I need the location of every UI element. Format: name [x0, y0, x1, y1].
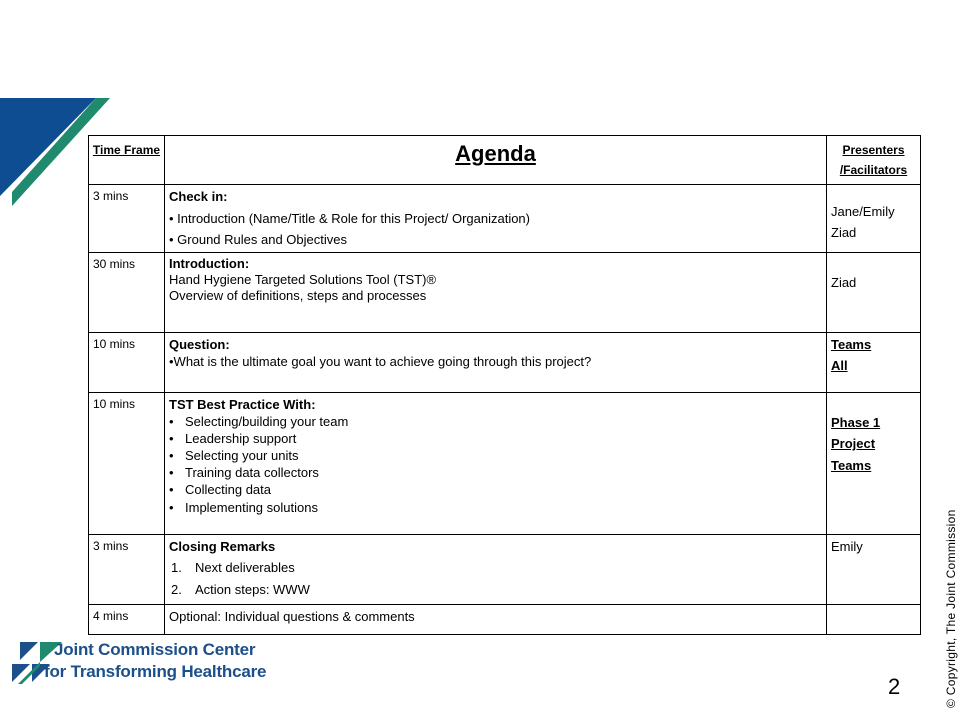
row-presenters [827, 332, 921, 392]
row-time: 30 mins [89, 252, 165, 332]
row-presenters [827, 534, 921, 604]
agenda-header-row [89, 136, 921, 185]
list-item [169, 481, 822, 498]
presenter-name: All [831, 358, 848, 374]
row-line: •What is the ultimate goal you want to achieve going through this project? [169, 354, 592, 370]
row-topic-title: Closing Remarks [169, 538, 276, 554]
table-row [89, 332, 921, 392]
row-time: 10 mins [89, 392, 165, 534]
row-item: • Ground Rules and Objectives [169, 232, 347, 248]
joint-commission-logo [10, 640, 267, 696]
row-time: 4 mins [89, 604, 165, 634]
row-topic-title: Question: [169, 336, 230, 352]
bullet-glyph: • [169, 448, 174, 464]
bullet-glyph: • [169, 413, 174, 429]
row-presenters [827, 392, 921, 534]
row-line: Overview of definitions, steps and processes [169, 288, 427, 304]
table-row [89, 534, 921, 604]
page-number: 2 [888, 674, 901, 699]
row-time: 3 mins [89, 185, 165, 253]
copyright-notice: © Copyright, The Joint Commission [944, 509, 958, 708]
bullet-glyph: • [169, 430, 174, 446]
presenter-name: Project [831, 436, 876, 452]
table-row [89, 185, 921, 253]
list-item [169, 499, 822, 516]
row-topic [165, 185, 827, 253]
row-topic-title: TST Best Practice With: [169, 396, 316, 412]
presenter-name: Teams [831, 457, 872, 473]
list-item [169, 581, 822, 599]
list-item-text: Action steps: WWW [195, 581, 310, 597]
presenters-header: Presenters /Facilitators [827, 136, 921, 185]
time-frame-header: Time Frame [89, 136, 165, 185]
presenter-name: Ziad [831, 274, 857, 290]
bullet-glyph: • [169, 482, 174, 498]
row-topic [165, 534, 827, 604]
list-number: 2. [171, 581, 182, 597]
row-topic [165, 392, 827, 534]
row-topic-title: Introduction: [169, 255, 250, 271]
list-item [169, 464, 822, 481]
row-time: 3 mins [89, 534, 165, 604]
table-row [89, 392, 921, 534]
bullet-glyph: • [169, 465, 174, 481]
row-topic: Optional: Individual questions & comments [165, 604, 827, 634]
bullet-glyph: • [169, 499, 174, 515]
row-item: • Introduction (Name/Title & Role for this Project/ Organization) [169, 210, 530, 226]
agenda-table [88, 135, 921, 635]
row-presenters [827, 185, 921, 253]
logo-text-line1: Joint Commission Center [54, 640, 256, 659]
presenter-name: Phase 1 [831, 414, 881, 430]
presenter-name: Emily [831, 538, 863, 554]
list-number: 1. [171, 560, 182, 576]
presenter-name: Ziad [831, 225, 857, 241]
logo-text-line2: for Transforming Healthcare [44, 662, 267, 681]
row-topic-title: Check in: [169, 189, 228, 204]
list-item [169, 430, 822, 447]
presenter-name: Jane/Emily [831, 203, 895, 219]
row-topic [165, 332, 827, 392]
agenda-title: Agenda [165, 136, 827, 185]
list-item-text: Training data collectors [185, 465, 319, 481]
row-line: Hand Hygiene Targeted Solutions Tool (TST)® [169, 271, 437, 287]
row-topic [165, 252, 827, 332]
table-row [89, 604, 921, 634]
list-item [169, 413, 822, 430]
table-row [89, 252, 921, 332]
list-item-text: Selecting your units [185, 448, 299, 464]
list-item-text: Next deliverables [195, 560, 295, 576]
row-presenters [827, 252, 921, 332]
row-time: 10 mins [89, 332, 165, 392]
list-item [169, 447, 822, 464]
list-item-text: Leadership support [185, 430, 297, 446]
presenter-name: Teams [831, 336, 872, 352]
list-item-text: Implementing solutions [185, 499, 318, 515]
list-item-text: Collecting data [185, 482, 271, 498]
list-item [169, 559, 822, 577]
list-item-text: Selecting/building your team [185, 413, 349, 429]
row-presenters [827, 604, 921, 634]
